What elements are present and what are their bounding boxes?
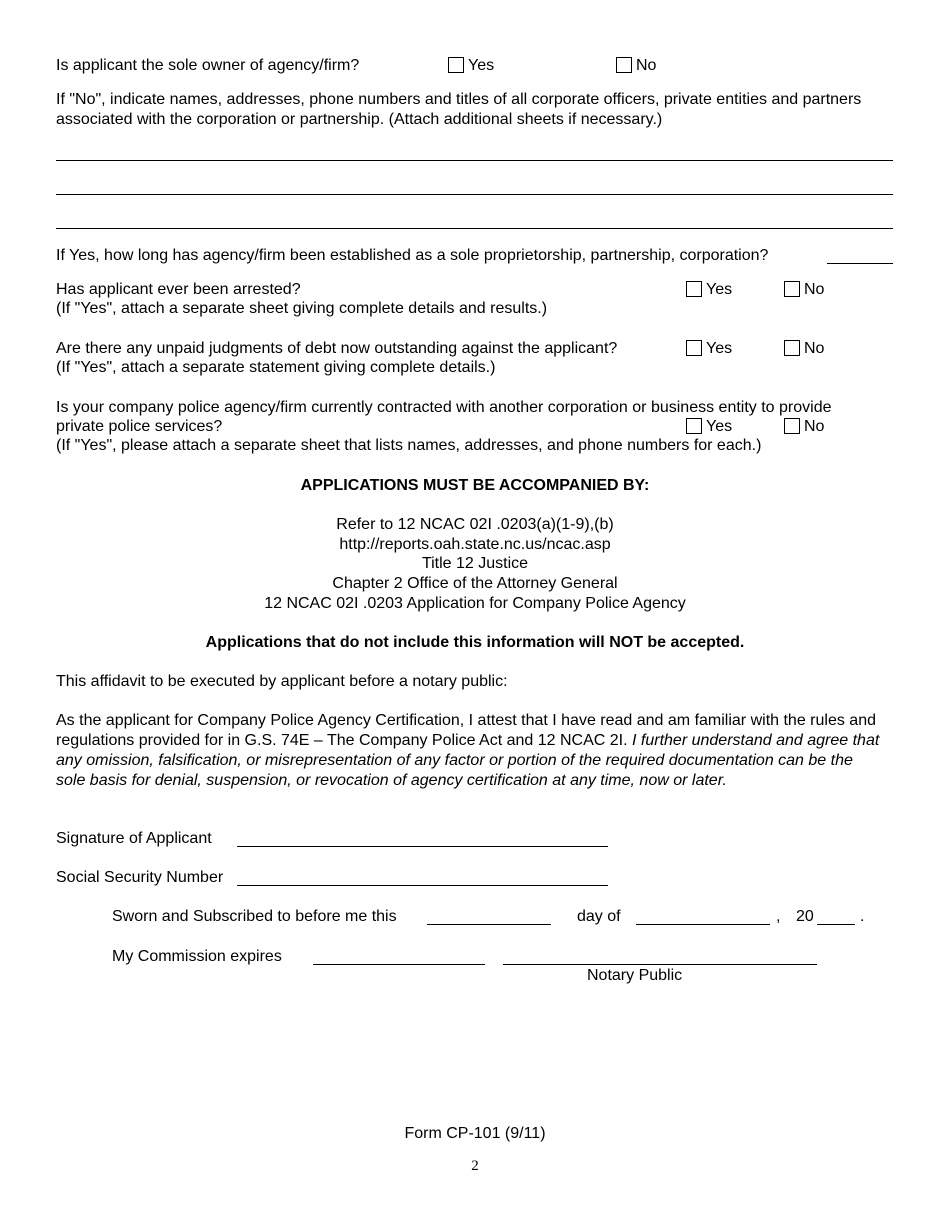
officers-entry-line-2[interactable]	[56, 194, 893, 195]
contracted-question-line2: private police services?	[56, 418, 223, 435]
contracted-yes-label: Yes	[706, 418, 733, 435]
judgments-note: (If "Yes", attach a separate statement giving complete details.)	[56, 359, 496, 376]
reference-line: Chapter 2 Office of the Attorney General	[332, 575, 618, 592]
notary-public-label: Notary Public	[587, 967, 683, 984]
accompanied-heading: APPLICATIONS MUST BE ACCOMPANIED BY:	[300, 477, 650, 494]
sole-owner-no-checkbox[interactable]	[616, 57, 632, 73]
sole-owner-yes-option[interactable]	[448, 56, 494, 76]
sole-owner-yes-label: Yes	[468, 57, 495, 74]
sole-owner-yes-checkbox[interactable]	[448, 57, 464, 73]
sole-owner-question: Is applicant the sole owner of agency/firm?	[56, 57, 360, 74]
established-question: If Yes, how long has agency/firm been established as a sole proprietorship, partnership, corporation?	[56, 247, 769, 264]
ssn-label: Social Security Number	[56, 869, 224, 886]
sole-owner-no-option[interactable]	[616, 56, 656, 76]
contracted-no-label: No	[804, 418, 825, 435]
attestation-paragraph	[56, 711, 882, 791]
ssn-line[interactable]	[237, 885, 608, 886]
attestation-text: As the applicant for Company Police Agency Certification, I attest that I have read and am familiar with the rules and regulations provided for in G.S. 74E – The Company Police Act and 12 NCAC 2I.	[56, 712, 876, 749]
reference-line: 12 NCAC 02I .0203 Application for Company Police Agency	[264, 595, 686, 612]
contracted-note: (If "Yes", please attach a separate sheet that lists names, addresses, and phone numbers for each.)	[56, 437, 762, 454]
contracted-yes-option[interactable]	[686, 417, 732, 437]
judgments-yes-checkbox[interactable]	[686, 340, 702, 356]
arrested-no-label: No	[804, 281, 825, 298]
attestation-italic-text: I further understand and agree that any omission, falsification, or misrepresentation of any factor or portion of the required documentation can be the sole basis for denial, suspension, or revocation of agency certification at any time, now or later.	[56, 732, 880, 789]
sworn-period: .	[860, 908, 865, 925]
contracted-no-option[interactable]	[784, 417, 824, 437]
sworn-label: Sworn and Subscribed to before me this	[112, 908, 397, 925]
sworn-month-line[interactable]	[636, 924, 770, 925]
not-accepted-warning: Applications that do not include this information will NOT be accepted.	[205, 634, 745, 651]
sworn-day-line[interactable]	[427, 924, 551, 925]
sworn-year-line[interactable]	[817, 924, 855, 925]
if-no-instructions: If "No", indicate names, addresses, phone numbers and titles of all corporate officers, private entities and partners associated with the corporation or partnership. (Attach additional sheets if necessary.)	[56, 91, 862, 128]
commission-label: My Commission expires	[112, 948, 282, 965]
judgments-yes-label: Yes	[706, 340, 733, 357]
arrested-no-checkbox[interactable]	[784, 281, 800, 297]
arrested-no-option[interactable]	[784, 280, 824, 300]
reference-line: Title 12 Justice	[421, 555, 529, 572]
reference-line: Refer to 12 NCAC 02I .0203(a)(1-9),(b)	[336, 516, 614, 533]
signature-label: Signature of Applicant	[56, 830, 212, 847]
judgments-yes-option[interactable]	[686, 339, 732, 359]
arrested-yes-checkbox[interactable]	[686, 281, 702, 297]
judgments-no-label: No	[804, 340, 825, 357]
signature-line[interactable]	[237, 846, 608, 847]
arrested-question: Has applicant ever been arrested?	[56, 281, 301, 298]
officers-entry-line-1[interactable]	[56, 160, 893, 161]
contracted-no-checkbox[interactable]	[784, 418, 800, 434]
form-id: Form CP-101 (9/11)	[404, 1125, 546, 1142]
notary-signature-line[interactable]	[503, 964, 817, 965]
reference-url[interactable]: http://reports.oah.state.nc.us/ncac.asp	[339, 536, 611, 553]
established-answer-line[interactable]	[827, 263, 893, 264]
officers-entry-line-3[interactable]	[56, 228, 893, 229]
sworn-comma: ,	[776, 908, 781, 925]
arrested-yes-label: Yes	[706, 281, 733, 298]
year-prefix: 20	[796, 908, 814, 925]
contracted-yes-checkbox[interactable]	[686, 418, 702, 434]
affidavit-intro: This affidavit to be executed by applicant before a notary public:	[56, 673, 508, 690]
judgments-no-option[interactable]	[784, 339, 824, 359]
commission-expires-line[interactable]	[313, 964, 485, 965]
arrested-note: (If "Yes", attach a separate sheet giving complete details and results.)	[56, 300, 548, 317]
page-number: 2	[471, 1158, 479, 1174]
sole-owner-no-label: No	[636, 57, 657, 74]
day-of-label: day of	[577, 908, 621, 925]
judgments-question: Are there any unpaid judgments of debt now outstanding against the applicant?	[56, 340, 618, 357]
arrested-yes-option[interactable]	[686, 280, 732, 300]
contracted-question-line1: Is your company police agency/firm currently contracted with another corporation or business entity to provide	[56, 399, 832, 416]
judgments-no-checkbox[interactable]	[784, 340, 800, 356]
